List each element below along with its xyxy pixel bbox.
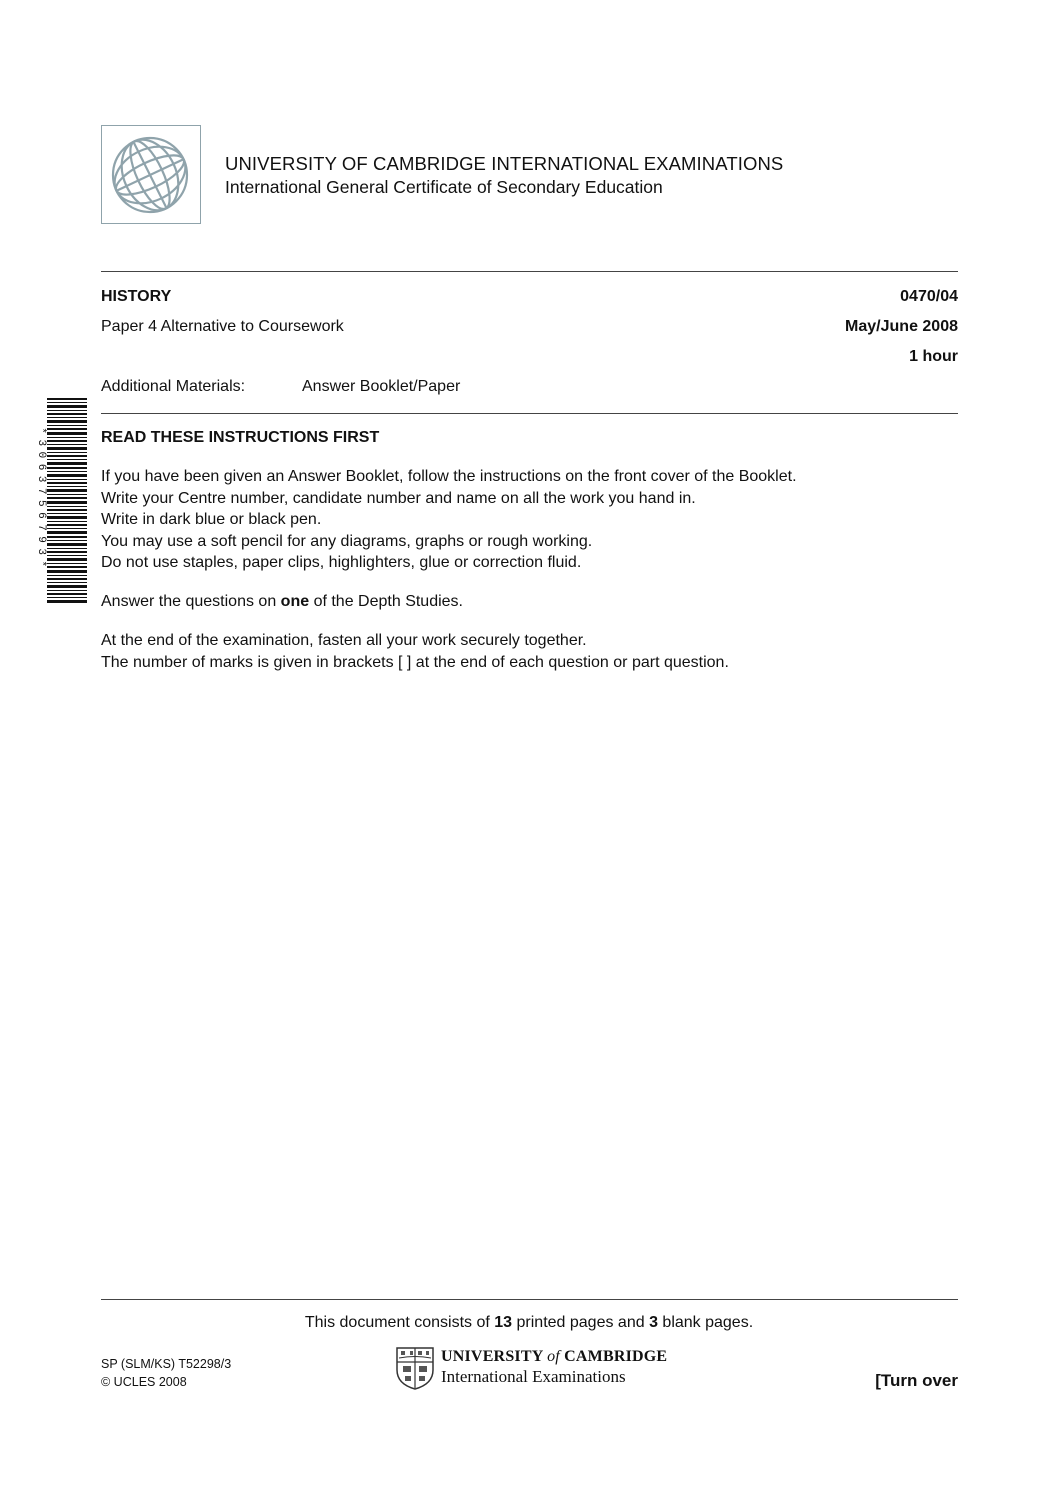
globe-logo bbox=[101, 125, 201, 224]
board-name: UNIVERSITY OF CAMBRIDGE INTERNATIONAL EXAMINATIONS bbox=[225, 153, 784, 174]
paper-code: 0470/04 bbox=[900, 288, 958, 305]
answer-text-bold: one bbox=[280, 593, 310, 610]
instructions-block-3 bbox=[101, 630, 729, 673]
page-count-text: This document consists of bbox=[304, 1314, 495, 1331]
logo-text: CAMBRIDGE bbox=[559, 1348, 668, 1365]
paper-title: Paper 4 Alternative to Coursework bbox=[101, 318, 344, 335]
answer-text-pre: Answer the questions on bbox=[101, 593, 281, 610]
reference-code: SP (SLM/KS) T52298/3 bbox=[101, 1357, 232, 1371]
printed-page-count: 13 bbox=[494, 1314, 513, 1331]
turn-over-label: [Turn over bbox=[875, 1371, 958, 1390]
materials-label: Additional Materials: bbox=[101, 378, 246, 395]
answer-instruction bbox=[101, 591, 463, 613]
subject-title: HISTORY bbox=[101, 288, 172, 305]
instruction-line: At the end of the examination, fasten all your work securely together. bbox=[101, 632, 587, 649]
instruction-line: If you have been given an Answer Booklet, follow the instructions on the front cover of the Booklet. bbox=[101, 468, 797, 485]
materials-value: Answer Booklet/Paper bbox=[302, 378, 461, 395]
exam-session: May/June 2008 bbox=[845, 318, 958, 335]
document-reference bbox=[101, 1355, 231, 1391]
barcode-bars bbox=[31, 398, 87, 603]
top-divider bbox=[101, 271, 958, 272]
qualification-name: International General Certificate of Secondary Education bbox=[225, 177, 663, 197]
instruction-line: Do not use staples, paper clips, highlighters, glue or correction fluid. bbox=[101, 554, 582, 571]
page-count-statement bbox=[0, 1314, 1058, 1332]
cambridge-crest bbox=[395, 1346, 435, 1390]
logo-text-of: of bbox=[547, 1348, 560, 1365]
instruction-line: Write your Centre number, candidate number and name on all the work you hand in. bbox=[101, 489, 696, 507]
crest-icon bbox=[395, 1346, 435, 1390]
blank-page-count: 3 bbox=[649, 1314, 658, 1331]
instructions-divider bbox=[101, 413, 958, 414]
barcode-number: *3063756793* bbox=[35, 427, 47, 573]
logo-text: UNIVERSITY bbox=[441, 1348, 548, 1365]
candidate-barcode bbox=[31, 398, 87, 603]
globe-icon bbox=[102, 126, 199, 222]
instruction-line: Write in dark blue or black pen. bbox=[101, 511, 322, 528]
instruction-line: You may use a soft pencil for any diagrams, graphs or rough working. bbox=[101, 532, 593, 550]
copyright-notice: © UCLES 2008 bbox=[101, 1375, 187, 1389]
page-count-text: blank pages. bbox=[657, 1314, 754, 1331]
cambridge-logo-line-2: International Examinations bbox=[441, 1367, 626, 1386]
cambridge-logo-line-1 bbox=[441, 1348, 667, 1366]
page-count-text: printed pages and bbox=[512, 1314, 650, 1331]
exam-duration: 1 hour bbox=[909, 348, 958, 365]
footer-divider bbox=[101, 1299, 958, 1300]
answer-text-post: of the Depth Studies. bbox=[309, 593, 463, 610]
instruction-line: The number of marks is given in brackets [ ] at the end of each question or part question. bbox=[101, 653, 729, 671]
instructions-block-1 bbox=[101, 466, 797, 574]
instructions-heading: READ THESE INSTRUCTIONS FIRST bbox=[101, 429, 380, 446]
